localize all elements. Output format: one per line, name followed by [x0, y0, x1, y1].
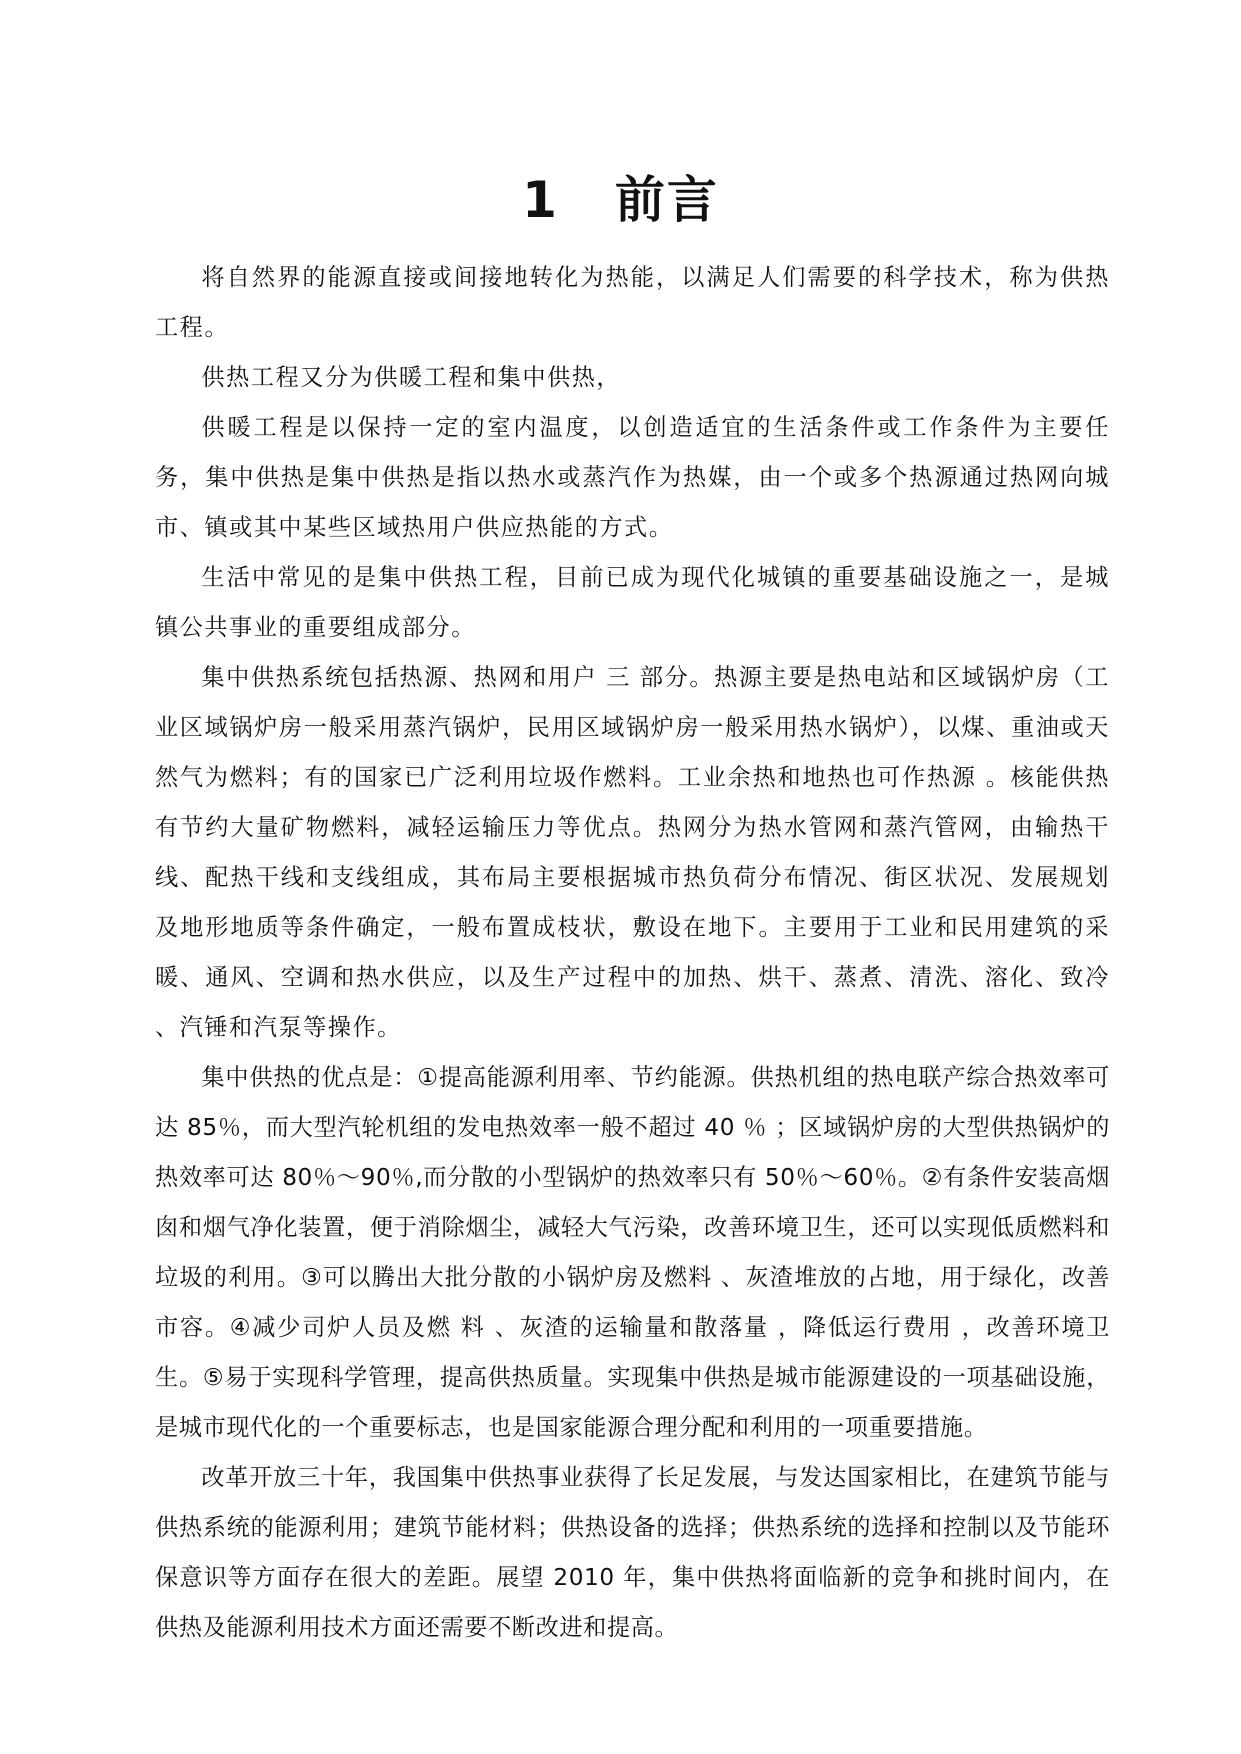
paragraph-definition: 将自然界的能源直接或间接地转化为热能，以满足人们需要的科学技术，称为供热工程。	[155, 264, 1110, 341]
paragraph-classification: 供热工程又分为供暖工程和集中供热，	[201, 364, 622, 391]
paragraph-system-composition: 集中供热系统包括热源、热网和用户 三 部分。热源主要是热电站和区域锅炉房（工业区域锅炉房一般采用蒸汽锅炉，民用区域锅炉房一般采用热水锅炉），以煤、重油或天然气为燃料；有的国家已广泛利用垃圾作燃料。工业余热和地热也可作热源 。核能供热有节约大量矿物燃料，减轻运输压力等优点。热网分为热水管网和蒸汽管网，由输热干线、配热干线和支线组成，其布局主要根据城市热负荷分布情况、街区状况、发展规划及地形地质等条件确定，一般布置成枝状，敷设在地下。主要用于工业和民用建筑的采暖、通风、空调和热水供应，以及生产过程中的加热、烘干、蒸煮、清洗、溶化、致冷 、汽锤和汽泵等操作。	[155, 664, 1110, 1041]
paragraph-advantages: 集中供热的优点是：①提高能源利用率、节约能源。供热机组的热电联产综合热效率可达 85％，而大型汽轮机组的发电热效率一般不超过 40 ％ ；区域锅炉房的大型供热锅炉的热效率可达 80％～90％,而分散的小型锅炉的热效率只有 50％～60％。②有条件安装高烟囱和烟气净化装置，便于消除烟尘，减轻大气污染，改善环境卫生，还可以实现低质燃料和垃圾的利用。③可以腾出大批分散的小锅炉房及燃料 、灰渣堆放的占地，用于绿化，改善市容。④减少司炉人员及燃 料 、灰渣的运输量和散落量 ，降低运行费用 ，改善环境卫生。⑤易于实现科学管理，提高供热质量。实现集中供热是城市能源建设的一项基础设施，是城市现代化的一个重要标志，也是国家能源合理分配和利用的一项重要措施。	[155, 1064, 1110, 1441]
paragraph-development: 改革开放三十年，我国集中供热事业获得了长足发展，与发达国家相比，在建筑节能与供热系统的能源利用；建筑节能材料；供热设备的选择；供热系统的选择和控制以及节能环保意识等方面存在很大的差距。展望 2010 年，集中供热将面临新的竞争和挑时间内，在供热及能源利用技术方面还需要不断改进和提高。	[155, 1464, 1110, 1641]
chapter-title: 前言	[614, 171, 719, 229]
paragraph-daily-life: 生活中常见的是集中供热工程，目前已成为现代化城镇的重要基础设施之一，是城镇公共事业的重要组成部分。	[155, 564, 1110, 641]
chapter-heading	[0, 168, 1241, 232]
chapter-number: 1	[522, 171, 559, 229]
body-text	[155, 253, 1110, 1653]
paragraph-heating-concept: 供暖工程是以保持一定的室内温度，以创造适宜的生活条件或工作条件为主要任务，集中供热是集中供热是指以热水或蒸汽作为热媒，由一个或多个热源通过热网向城市、镇或其中某些区域热用户供应热能的方式。	[155, 414, 1110, 541]
